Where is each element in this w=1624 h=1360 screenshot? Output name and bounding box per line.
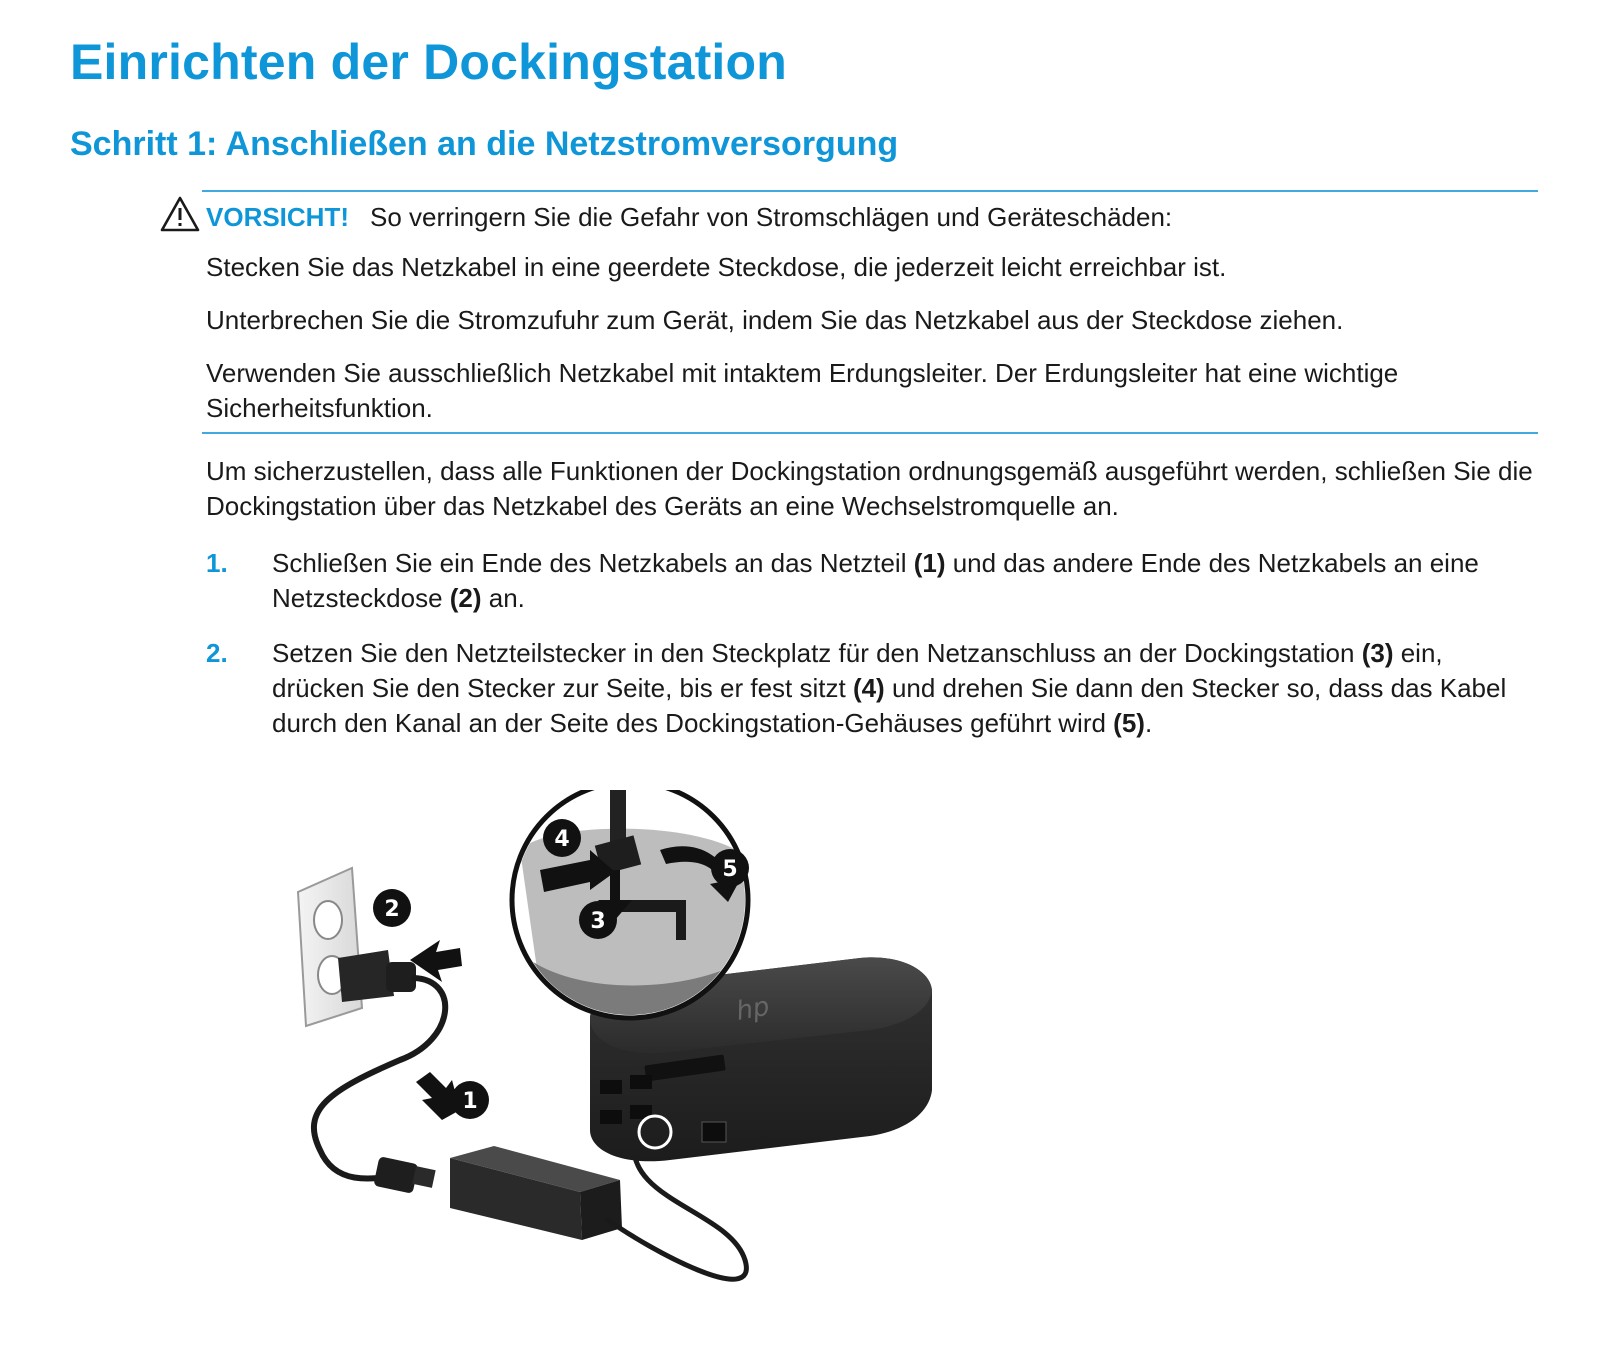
wall-plug <box>338 950 416 1002</box>
svg-text:1: 1 <box>462 1089 478 1114</box>
svg-text:2: 2 <box>384 897 400 922</box>
svg-text:5: 5 <box>722 857 738 882</box>
callout-ref: (4) <box>852 673 885 703</box>
step-text: Setzen Sie den Netzteilstecker in den Steckplatz für den Netzanschluss an der Dockingstation (3) ein, drücken Sie den Stecker zur Seite, bis er fest sitzt (4) und drehen Sie dann den Stecker so, dass das Kabel durch den Kanal an der Seite des Dockingstation-Gehäuses geführt wird (5). <box>272 638 1507 738</box>
callout-ref: (2) <box>449 583 482 613</box>
callout-badge <box>543 819 581 857</box>
page-title: Einrichten der Dockingstation <box>70 34 788 90</box>
caution-item: Stecken Sie das Netzkabel in eine geerdete Steckdose, die jederzeit leicht erreichbar ist. <box>206 252 1227 282</box>
callout-ref: (5) <box>1113 708 1145 738</box>
caution-label: VORSICHT! <box>206 202 349 232</box>
cord-connector <box>373 1156 435 1194</box>
caution-bottom-rule <box>202 432 1538 434</box>
caution-item: Unterbrechen Sie die Stromzufuhr zum Gerät, indem Sie das Netzkabel aus der Steckdose ziehen. <box>206 305 1344 335</box>
wall-outlet <box>298 868 362 1026</box>
callout-badge <box>373 889 411 927</box>
caution-item: Verwenden Sie ausschließlich Netzkabel mit intaktem Erdungsleiter. Der Erdungsleiter hat eine wichtige Sicherheitsfunktion. <box>206 358 1399 423</box>
step-number: 1. <box>206 548 228 578</box>
step-number: 2. <box>206 638 228 668</box>
step-text: Schließen Sie ein Ende des Netzkabels an das Netzteil (1) und das andere Ende des Netzkabels an eine Netzsteckdose (2) an. <box>272 548 1479 613</box>
svg-text:4: 4 <box>554 827 570 852</box>
power-adapter <box>450 1146 622 1240</box>
callout-ref: (1) <box>913 548 946 578</box>
callout-badge <box>451 1081 489 1119</box>
caution-top-rule <box>202 190 1538 192</box>
callout-badge <box>579 901 617 939</box>
intro-paragraph: Um sicherzustellen, dass alle Funktionen der Dockingstation ordnungsgemäß ausgeführt werden, schließen Sie die Dockingstation über das Netzkabel des Geräts an eine Wechselstromquelle an. <box>206 456 1533 521</box>
callout-badge <box>711 849 749 887</box>
svg-text:3: 3 <box>590 909 606 934</box>
section-heading: Schritt 1: Anschließen an die Netzstromversorgung <box>70 125 899 163</box>
docking-station-illustration <box>290 790 1010 1350</box>
warning-triangle-icon <box>160 196 200 232</box>
svg-text:hp: hp <box>734 991 772 1027</box>
callout-ref: (3) <box>1361 638 1394 668</box>
caution-intro: So verringern Sie die Gefahr von Stromschlägen und Geräteschäden: <box>370 202 1173 232</box>
